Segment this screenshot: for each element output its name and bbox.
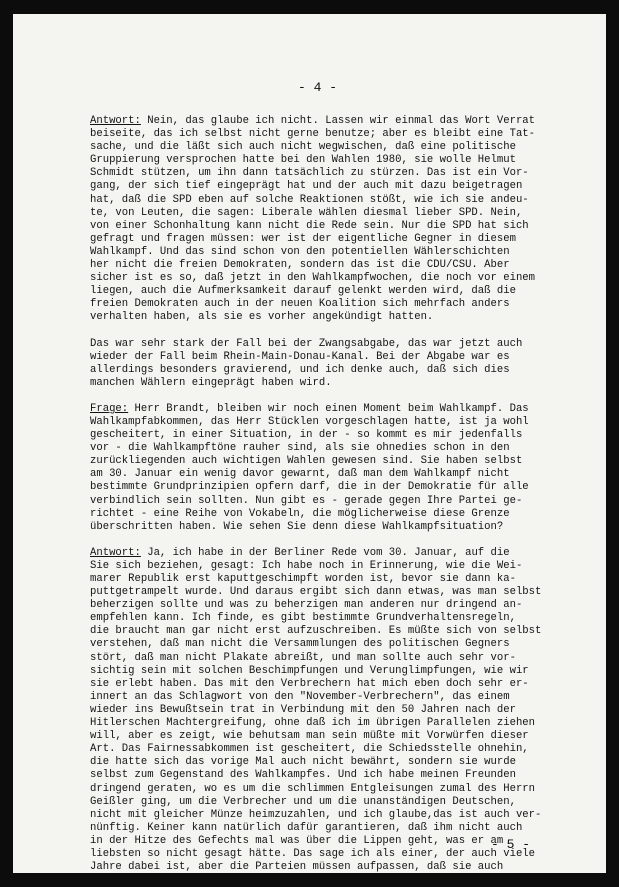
text-line: liegen, auch die Aufmerksamkeit darauf gelenkt werden wird, daß die	[90, 285, 516, 298]
text-line: überschritten haben. Wie sehen Sie denn diese Wahlkampfsituation?	[90, 520, 504, 533]
text-line: hat, daß die SPD eben auf solche Reaktionen stößt, wie ich sie andeu-	[90, 193, 529, 206]
paragraph-answer-1: Antwort: Nein, das glaube ich nicht. Lassen wir einmal das Wort Verrat beiseite, das ich selbst nicht gerne benutze; aber es bleibt eine Tat- sache, und die läßt sich auch nicht wegwischen, daß eine politische Gruppierung versprochen hatte bei den Wahlen 1980, sie wolle Helmut Schmidt stützen, um ihn dann tatsächlich zu stürzen. Das ist ein Vor- gang, der sich tief eingeprägt hat und der auch mit dazu beigetragen hat, daß die SPD eben auf solche Reaktionen stößt, wie ich sie andeu- te, von Leuten, die sagen: Liberale wählen diesmal lieber SPD. Nein, von einer Schonhaltung kann nicht die Rede sein. Nur die SPD hat sich gefragt und fragen müssen: wer ist der eigentliche Gegner in diesem Wahlkampf. Und das sind schon von den potentiellen Wählerschichten her nicht die freien Demokraten, sondern das ist die CDU/CSU. Aber sicher ist es so, daß jetzt in den Wahlkampfwochen, die noch vor einem liegen, auch die Aufmerksamkeit darauf gelenkt werden wird, daß die freien Demokraten auch in der neuen Koalition sich mehrfach anders verhalten haben, als sie es vorher angekündigt hatten.	[90, 115, 598, 325]
text-line: in der Hitze des Gefechts mal was über die Lippen geht, was er am	[90, 834, 504, 847]
text-line: gang, der sich tief eingeprägt hat und der auch mit dazu beigetragen	[90, 180, 523, 193]
text-line: allerdings besonders gravierend, und ich denke auch, daß sich dies	[90, 363, 510, 376]
text-line: liebsten so nicht gesagt hätte. Das sage ich als einer, der auch viele	[90, 847, 536, 860]
text-line: gefragt und fragen müssen: wer ist der eigentliche Gegner in diesem	[90, 232, 516, 245]
text-line: nünftig. Keiner kann natürlich dafür garantieren, daß ihm nicht auch	[90, 821, 523, 834]
text-line: sichtig sein mit solchen Beschimpfungen und Verunglimpfungen, wie wir	[90, 664, 529, 677]
document-body	[90, 115, 598, 873]
text-line: sache, und die läßt sich auch nicht wegwischen, daß eine politische	[90, 141, 516, 154]
text-line: Jahre dabei ist, aber die Parteien müssen aufpassen, daß sie auch	[90, 861, 504, 873]
text-line: marer Republik erst kaputtgeschimpft worden ist, bevor sie dann ka-	[90, 573, 516, 585]
text-line: Gruppierung versprochen hatte bei den Wahlen 1980, sie wolle Helmut	[90, 154, 516, 167]
page-number-top: - 4 -	[298, 80, 338, 95]
text-line: Geißler ging, um die Verbrecher und um die unanständigen Deutschen,	[90, 795, 516, 808]
answer-label: Antwort:	[90, 546, 141, 559]
text-line: freien Demokraten auch in der neuen Koalition sich mehrfach anders	[90, 298, 510, 311]
text-line: sicher ist es so, daß jetzt in den Wahlkampfwochen, die noch vor einem	[90, 272, 536, 285]
text-line: verbindlich sein sollten. Nun gibt es - gerade gegen Ihre Partei ge-	[90, 494, 523, 507]
text-line: will, aber es zeigt, wie behutsam man sein müßte mit Vorwürfen dieser	[90, 730, 529, 743]
text-line: Schmidt stützen, um ihn dann tatsächlich zu stürzen. Das ist ein Vor-	[90, 167, 529, 180]
document-page	[13, 14, 606, 873]
text-line: verhalten haben, als sie es vorher angekündigt hatten.	[90, 311, 434, 324]
question-label: Frage:	[90, 402, 129, 415]
text-line: wieder ins Bewußtsein trat in Verbindung mit den 50 Jahren nach der	[90, 703, 516, 716]
paragraph-continuation	[90, 338, 598, 390]
text-line: innert an das Schlagwort von den "November-Verbrechern", das einem	[90, 690, 510, 703]
answer-label: Antwort:	[90, 115, 141, 127]
paragraph-answer-2: Antwort: Ja, ich habe in der Berliner Rede vom 30. Januar, auf die Sie sich beziehen, gesagt: Ich habe noch in Erinnerung, wie die Wei- marer Republik erst kaputtgeschimpft worden ist, bevor sie dann ka- puttgetrampelt wurde. Und daraus ergibt sich dann etwas, was man selbst beherzigen sollte und was zu beherzigen man anderen nur dringend an- empfehlen kann. Ich finde, es gibt bestimmte Grundverhaltensregeln, die braucht man gar nicht erst aufzuschreiben. Es müßte sich von selbst verstehen, daß man nicht die Versammlungen des politischen Gegners stört, daß man nicht Plakate abreißt, und man sollte auch sehr vor- sichtig sein mit solchen Beschimpfungen und Verunglimpfungen, wie wir sie erlebt haben. Das mit den Verbrechern hat mich eben doch sehr er- innert an das Schlagwort von den "November-Verbrechern", das einem wieder ins Bewußtsein trat in Verbindung mit den 50 Jahren nach der Hitlerschen Machtergreifung, ohne daß ich im übrigen Parallelen ziehen will, aber es zeigt, wie behutsam man sein müßte mit Vorwürfen dieser Art. Das Fairnessabkommen ist gescheitert, die Schiedsstelle ohnehin, die hatte sich das vorige Mal auch nicht bewährt, sondern sie wurde selbst zum Gegenstand des Wahlkampfes. Und ich habe meinen Freunden dringend geraten, wo es um die schlimmen Entgleisungen zumal des Herrn Geißler ging, um die Verbrecher und um die unanständigen Deutschen, nicht mit gleicher Münze heimzuzahlen, und ich glaube,das ist auch ver- nünftig. Keiner kann natürlich dafür garantieren, daß ihm nicht auch in der Hitze des Gefechts mal was über die Lippen geht, was er am liebsten so nicht gesagt hätte. Das sage ich als einer, der auch viele Jahre dabei ist, aber die Parteien müssen aufpassen, daß sie auch	[90, 547, 598, 873]
text-line: Hitlerschen Machtergreifung, ohne daß ich im übrigen Parallelen ziehen	[90, 717, 536, 730]
text-line: dringend geraten, wo es um die schlimmen Entgleisungen zumal des Herrn	[90, 782, 536, 795]
page-number-bottom: - 5 -	[491, 837, 531, 852]
text-line: verstehen, daß man nicht die Versammlungen des politischen Gegners	[90, 638, 510, 651]
text-line: wieder der Fall beim Rhein-Main-Donau-Kanal. Bei der Abgabe war es	[90, 350, 510, 363]
text-line: manchen Wählern eingeprägt haben wird.	[90, 376, 332, 389]
text-line: selbst zum Gegenstand des Wahlkampfes. Und ich habe meinen Freunden	[90, 769, 516, 782]
text-line: nicht mit gleicher Münze heimzuzahlen, und ich glaube,das ist auch ver-	[90, 808, 542, 821]
text-line: vor - die Wahlkampftöne rauher sind, als sie ohnedies schon in den	[90, 442, 510, 455]
text-line: te, von Leuten, die sagen: Liberale wählen diesmal lieber SPD. Nein,	[90, 206, 523, 219]
text-line: die braucht man gar nicht erst aufzuschreiben. Es müßte sich von selbst	[90, 625, 542, 638]
text-line: bestimmte Grundprinzipien opfern darf, die in der Demokratie für alle	[90, 481, 529, 494]
text-line: richtet - eine Reihe von Vokabeln, die möglicherweise diese Grenze	[90, 507, 510, 520]
text-line: Wahlkampf. Und das sind schon von den potentiellen Wählerschichten	[90, 245, 510, 258]
text-line: Sie sich beziehen, gesagt: Ich habe noch in Erinnerung, wie die Wei-	[90, 559, 523, 572]
text-line: her nicht die freien Demokraten, sondern das ist die CDU/CSU. Aber	[90, 259, 510, 272]
text-line: puttgetrampelt wurde. Und daraus ergibt sich dann etwas, was man selbst	[90, 586, 542, 599]
text-line: von einer Schonhaltung kann nicht die Rede sein. Nur die SPD hat sich	[90, 219, 529, 232]
text-line: am 30. Januar ein wenig davor gewarnt, daß man dem Wahlkampf nicht	[90, 468, 510, 481]
text-line: sie erlebt haben. Das mit den Verbrechern hat mich eben doch sehr er-	[90, 677, 529, 690]
text-line: Wahlkampfabkommen, das Herr Stücklen vorgeschlagen hatte, ist ja wohl	[90, 415, 529, 428]
text-line: Das war sehr stark der Fall bei der Zwangsabgabe, das war jetzt auch	[90, 337, 523, 350]
text-line: beherzigen sollte und was zu beherzigen man anderen nur dringend an-	[90, 599, 523, 612]
text-line: zurückliegenden auch wichtigen Wahlen gewesen sind. Sie haben selbst	[90, 455, 523, 468]
text-line: gescheitert, in einer Situation, in der - so kommt es mir jedenfalls	[90, 429, 523, 442]
text-line: die hatte sich das vorige Mal auch nicht bewährt, sondern sie wurde	[90, 756, 516, 769]
text-line: Art. Das Fairnessabkommen ist gescheitert, die Schiedsstelle ohnehin,	[90, 743, 529, 756]
text-line: beiseite, das ich selbst nicht gerne benutze; aber es bleibt eine Tat-	[90, 128, 536, 141]
text-line: stört, daß man nicht Plakate abreißt, und man sollte auch sehr vor-	[90, 651, 516, 664]
paragraph-question: Frage: Herr Brandt, bleiben wir noch einen Moment beim Wahlkampf. Das Wahlkampfabkommen, das Herr Stücklen vorgeschlagen hatte, ist ja wohl gescheitert, in einer Situation, in der - so kommt es mir jedenfalls vor - die Wahlkampftöne rauher sind, als sie ohnedies schon in den zurückliegenden auch wichtigen Wahlen gewesen sind. Sie haben selbst am 30. Januar ein wenig davor gewarnt, daß man dem Wahlkampf nicht bestimmte Grundprinzipien opfern darf, die in der Demokratie für alle verbindlich sein sollten. Nun gibt es - gerade gegen Ihre Partei ge- richtet - eine Reihe von Vokabeln, die möglicherweise diese Grenze überschritten haben. Wie sehen Sie denn diese Wahlkampfsituation?	[90, 403, 598, 534]
text-line: empfehlen kann. Ich finde, es gibt bestimmte Grundverhaltensregeln,	[90, 612, 516, 625]
